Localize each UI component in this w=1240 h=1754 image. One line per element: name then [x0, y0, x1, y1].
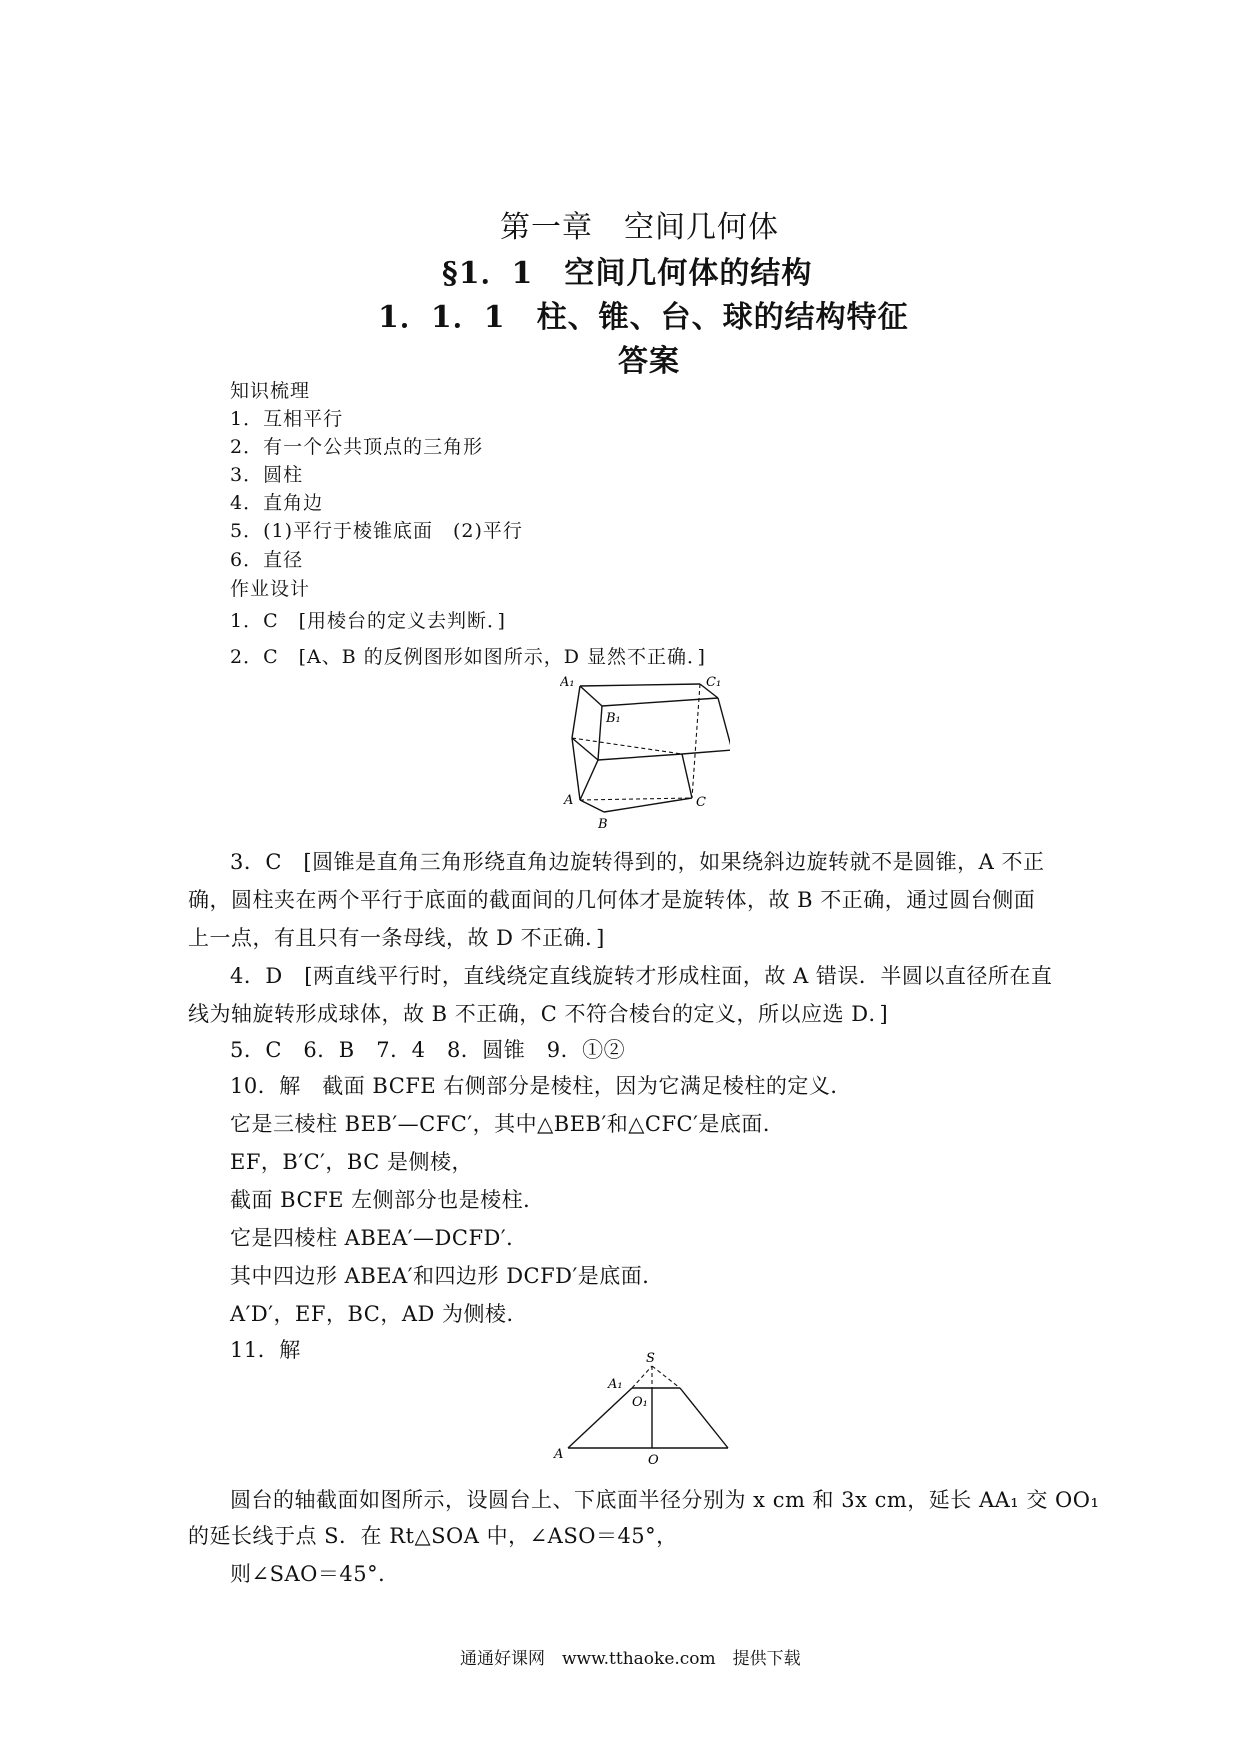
frustum-axial-section-figure — [550, 1348, 740, 1466]
answer-q11-line: 圆台的轴截面如图所示，设圆台上、下底面半径分别为 x cm 和 3x cm，延长 AA₁ 交 OO₁ — [230, 1488, 1100, 1512]
subsection-title: 1．1．1 柱、锥、台、球的结构特征 — [378, 300, 909, 335]
fig2-label-a1: A₁ — [608, 1377, 623, 1392]
answer-q10-line: 10．解 截面 BCFE 右侧部分是棱柱，因为它满足棱柱的定义． — [230, 1074, 852, 1098]
fig1-label-a1: A₁ — [560, 675, 575, 690]
fig1-label-c1: C₁ — [706, 675, 722, 690]
answer-q3-line: 确，圆柱夹在两个平行于底面的截面间的几何体才是旋转体，故 B 不正确，通过圆台侧面 — [188, 888, 1036, 912]
fig1-label-b: B — [598, 817, 608, 832]
homework-heading: 作业设计 — [230, 578, 311, 600]
answer-q10-line: 其中四边形 ABEA′和四边形 DCFD′是底面． — [230, 1264, 664, 1288]
fig2-label-o1: O₁ — [632, 1395, 648, 1410]
knowledge-item: 3．圆柱 — [230, 464, 304, 486]
answer-q10-line: EF，B′C′，BC 是侧棱， — [230, 1150, 474, 1174]
fig2-label-a: A — [554, 1447, 564, 1462]
knowledge-item: 6．直径 — [230, 549, 304, 571]
answer-q10-line: 截面 BCFE 左侧部分也是棱柱． — [230, 1188, 545, 1212]
answer-q11-line: 的延长线于点 S．在 Rt△SOA 中，∠ASO＝45°， — [188, 1524, 678, 1548]
page-footer: 通通好课网 www.tthaoke.com 提供下载 — [460, 1649, 801, 1669]
answer-q5-9: 5．C 6．B 7．4 8．圆锥 9．①② — [230, 1038, 626, 1062]
fig1-label-b1: B₁ — [606, 711, 621, 726]
chapter-title: 第一章 空间几何体 — [500, 210, 779, 245]
answer-q10-line: A′D′，EF，BC，AD 为侧棱． — [230, 1302, 529, 1326]
answer-q2: 2．C [A、B 的反例图形如图所示，D 显然不正确．] — [230, 646, 706, 668]
knowledge-heading: 知识梳理 — [230, 380, 311, 402]
knowledge-item: 2．有一个公共顶点的三角形 — [230, 436, 484, 458]
answer-q10-line: 它是三棱柱 BEB′—CFC′，其中△BEB′和△CFC′是底面． — [230, 1112, 785, 1136]
answer-q11-line: 则∠SAO＝45°． — [230, 1562, 400, 1586]
section-title: §1．1 空间几何体的结构 — [442, 256, 813, 291]
fig1-label-a: A — [564, 793, 574, 808]
answer-title: 答案 — [618, 344, 680, 379]
answer-q11-heading: 11．解 — [230, 1338, 301, 1362]
knowledge-item: 1．互相平行 — [230, 408, 344, 430]
answer-q1: 1．C [用棱台的定义去判断．] — [230, 610, 506, 632]
answer-q3-line: 上一点，有且只有一条母线，故 D 不正确．] — [188, 926, 605, 950]
fig2-label-o: O — [648, 1453, 659, 1466]
knowledge-item: 5．(1)平行于棱锥底面 (2)平行 — [230, 520, 523, 542]
prism-counterexample-figure — [560, 672, 730, 832]
fig1-label-c: C — [696, 795, 706, 810]
answer-q4-line: 4．D [两直线平行时，直线绕定直线旋转才形成柱面，故 A 错误．半圆以直径所在直 — [230, 964, 1053, 988]
knowledge-item: 4．直角边 — [230, 492, 324, 514]
answer-q4-line: 线为轴旋转形成球体，故 B 不正确，C 不符合棱台的定义，所以应选 D．] — [188, 1002, 889, 1026]
answer-q3-line: 3．C [圆锥是直角三角形绕直角边旋转得到的，如果绕斜边旋转就不是圆锥，A 不正 — [230, 850, 1045, 874]
fig2-label-s: S — [646, 1351, 655, 1366]
answer-q10-line: 它是四棱柱 ABEA′—DCFD′． — [230, 1226, 528, 1250]
